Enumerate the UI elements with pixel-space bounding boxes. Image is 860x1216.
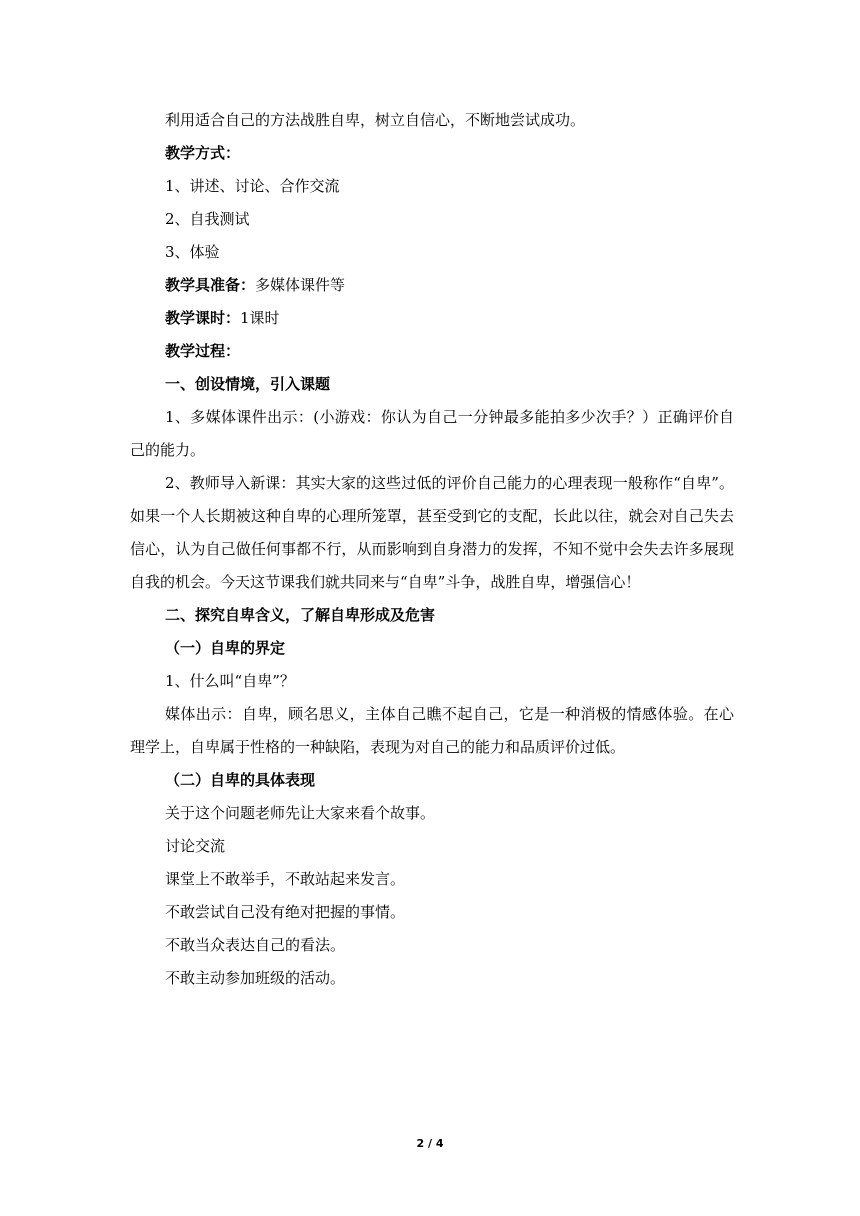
paragraph: 2、教师导入新课：其实大家的这些过低的评价自己能力的心理表现一般称作“自卑”。如果一个人长期被这种自卑的心理所笼罩，甚至受到它的支配，长此以往，就会对自己失去信心，认为自己做任何事都不行，从而影响到自身潜力的发挥，不知不觉中会失去许多展现自我的机会。今天这节课我们就共同来与“自卑”斗争，战胜自卑，增强信心！ xyxy=(130,474,734,591)
teaching-materials-value: 多媒体课件等 xyxy=(255,276,346,294)
page-number: 2 / 4 xyxy=(416,1137,444,1150)
class-hours-value: 1课时 xyxy=(240,309,280,327)
list-item: 1、讲述、讨论、合作交流 xyxy=(165,177,340,195)
text-line: 不敢尝试自己没有绝对把握的事情。 xyxy=(165,903,406,921)
teaching-materials-line xyxy=(130,269,734,302)
text-line: 关于这个问题老师先让大家来看个故事。 xyxy=(165,804,436,822)
class-hours-line xyxy=(130,302,734,335)
subsection-heading-definition: （一）自卑的界定 xyxy=(165,639,286,657)
paragraph: 媒体出示：自卑，顾名思义，主体自己瞧不起自己，它是一种消极的情感体验。在心理学上，自卑属于性格的一种缺陷，表现为对自己的能力和品质评价过低。 xyxy=(130,705,734,756)
subsection-heading-manifestations: （二）自卑的具体表现 xyxy=(165,771,316,789)
section-heading-part-one: 一、创设情境，引入课题 xyxy=(165,375,331,393)
question-line: 1、什么叫“自卑”？ xyxy=(165,672,295,690)
text-line: 不敢当众表达自己的看法。 xyxy=(165,936,346,954)
class-hours-label: 教学课时： xyxy=(165,309,241,327)
list-item: 3、体验 xyxy=(165,243,220,261)
text-line: 不敢主动参加班级的活动。 xyxy=(165,969,346,987)
section-heading-part-two: 二、探究自卑含义，了解自卑形成及危害 xyxy=(165,606,436,624)
text-line: 课堂上不敢举手，不敢站起来发言。 xyxy=(165,870,406,888)
paragraph: 1、多媒体课件出示：(小游戏：你认为自己一分钟最多能拍多少次手？）正确评价自己的能力。 xyxy=(130,408,734,459)
objective-line: 利用适合自己的方法战胜自卑，树立自信心，不断地尝试成功。 xyxy=(165,111,586,129)
text-line: 讨论交流 xyxy=(165,837,226,855)
section-heading-teaching-method: 教学方式： xyxy=(165,144,241,162)
list-item: 2、自我测试 xyxy=(165,210,250,228)
section-heading-teaching-process: 教学过程： xyxy=(165,342,241,360)
teaching-materials-label: 教学具准备： xyxy=(165,276,256,294)
page-content xyxy=(130,104,734,995)
